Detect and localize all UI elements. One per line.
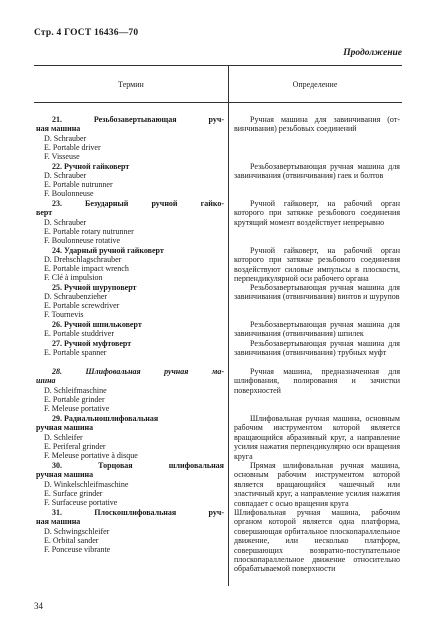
page-number: 34: [34, 601, 43, 611]
term-25-en: E. Portable screwdriver: [44, 301, 120, 310]
term-29-title-cont: ручная машина: [36, 423, 94, 432]
term-24-title: 24. Ударный ручной гайковерт: [52, 246, 164, 255]
term-31-fr: F. Ponceuse vibrante: [44, 545, 111, 554]
term-27-title: 27. Ручной муфтоверт: [52, 339, 132, 348]
term-30-title: 30. Торцовая шлифовальная: [52, 461, 224, 470]
term-28-fr: F. Meleuse portative: [44, 404, 110, 413]
definition-28: Ручная машина, предназначенная для шлифования, полирования и зачистки поверхностей: [234, 367, 400, 395]
table-header-rule: [34, 102, 402, 103]
definition-29: Шлифовальная ручная машина, основным рабочим инструментом которой является вращающийся абразивный круг, а направление усилия нажатия перпендикулярно оси вращения круга: [234, 414, 400, 461]
term-30-de: D. Winkelschleifmaschine: [44, 480, 129, 489]
term-25-title: 25. Ручной шурупoверт: [52, 283, 137, 292]
terms-table: [34, 65, 402, 586]
term-26-en: E. Portable studdriver: [44, 329, 114, 338]
term-22-en: E. Portable nutrunner: [44, 180, 113, 189]
term-25-fr: F. Tournevis: [44, 310, 84, 319]
term-26-title: 26. Ручной шпильковерт: [52, 320, 142, 329]
term-21-fr: F. Visseuse: [44, 152, 80, 161]
term-30-fr: F. Surfaceuse portative: [44, 498, 118, 507]
continuation-label: Продолжение: [343, 48, 402, 58]
term-25-de: D. Schraubenzieher: [44, 292, 108, 301]
term-28-en: E. Portable grinder: [44, 395, 105, 404]
term-31-title: 31. Плоскошлифовальная руч-: [52, 508, 224, 517]
definition-25: Резьбозавертывающая ручная машина для завинчивания (отвинчивания) винтов и шурупов: [234, 283, 400, 302]
page-header: Стр. 4 ГОСТ 16436—70: [34, 28, 139, 38]
definition-30: Прямая шлифовальная ручная машина, основным рабочим инструментом которой является вращающийся чашечный или эластичный круг, а направление усилия нажатия совпадает с осью вращения круга: [234, 461, 400, 508]
table-top-rule: [34, 65, 402, 66]
term-21-de: D. Schrauber: [44, 134, 87, 143]
term-31-de: D. Schwingschleifer: [44, 527, 110, 536]
term-23-fr: F. Boulonneuse rotative: [44, 236, 121, 245]
definition-26: Резьбозавертывающая ручная машина для завинчивания (отвинчивания) шпилек: [234, 320, 400, 339]
term-column-header: Термин: [118, 80, 144, 89]
term-23-title: 23. Безударный ручной гайко-: [52, 199, 224, 208]
term-30-title-cont: ручная машина: [36, 470, 94, 479]
term-29-en: E. Periferal grinder: [44, 442, 106, 451]
term-30-en: E. Surface grinder: [44, 489, 103, 498]
term-28-title-cont: шина: [36, 376, 56, 385]
term-24-de: D. Drehschlagschrauber: [44, 255, 122, 264]
term-22-de: D. Schrauber: [44, 171, 87, 180]
term-29-fr: F. Meleuse portative à disque: [44, 451, 138, 460]
term-29-de: D. Schleifer: [44, 433, 83, 442]
table-column-divider: [228, 65, 229, 586]
definition-24: Ручной гайковерт, на рабочий орган которого при затяжке резьбового соединения воздействуют силовые импульсы в плоскости, перпендикулярной оси рабочего органа: [234, 246, 400, 284]
term-31-en: E. Orbital sander: [44, 536, 99, 545]
term-21-title-cont: ная машина: [36, 124, 81, 133]
definition-27: Резьбозавертывающая ручная машина для завинчивания (отвинчивания) трубных муфт: [234, 339, 400, 358]
term-24-fr: F. Clé à impulsion: [44, 273, 103, 282]
term-23-title-cont: верт: [36, 208, 53, 217]
term-28-de: D. Schleifmaschine: [44, 386, 107, 395]
term-21-title: 21. Резьбозавертывающая руч-: [52, 115, 224, 124]
definition-31: Шлифовальная ручная машина, рабочим органом которой является одна платформа, совершающая орбитальное плоскопараллельное движение, или несколько платформ, совершающих возвратно-поступательное плоскопараллельное движение относительно обрабатываемой поверхности: [234, 508, 400, 574]
term-23-de: D. Schrauber: [44, 218, 87, 227]
term-29-title: 29. Радиальношлифовальная: [52, 414, 159, 423]
definition-23: Ручной гайковерт, на рабочий орган которого при затяжке резьбового соединения крутящий момент воздействует непрерывно: [234, 199, 400, 227]
definition-21: Ручная машина для завинчивания (от-винчивания) резьбовых соединений: [234, 115, 400, 134]
definition-22: Резьбозавертывающая ручная машина для завинчивания (отвинчивания) гаек и болтов: [234, 162, 400, 181]
term-27-en: E. Portable spanner: [44, 348, 107, 357]
term-22-title: 22. Ручной гайковерт: [52, 162, 130, 171]
term-24-en: E. Portable impact wrench: [44, 264, 129, 273]
term-23-en: E. Portable rotary nutrunner: [44, 227, 134, 236]
definition-column-header: Определение: [292, 80, 338, 89]
term-21-en: E. Portable driver: [44, 143, 101, 152]
term-31-title-cont: ная машина: [36, 517, 81, 526]
term-28-title: 28. Шлифовальная ручная ма-: [52, 367, 224, 376]
term-22-fr: F. Boulonneuse: [44, 189, 94, 198]
